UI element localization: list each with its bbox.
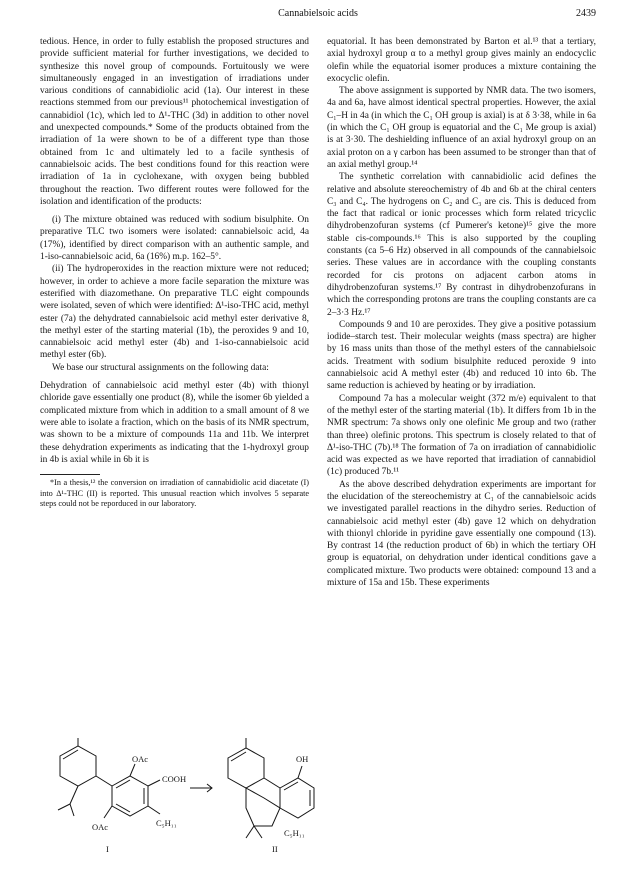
paragraph: Compound 7a has a molecular weight (372 m/e) equivalent to that of the methyl ester of the starting material (1b). It differs from 1b in the NMR spectrum: 7a shows only one olefinic Me group and two (rather than three) olefinic protons. This spectrum is closely related to that of Δ¹-iso-THC (7b).¹⁸ The formation of 7a on irradiation of cannabidiolic acid was expected as we have reported that irradiation of cannabidiol (1c) produced 7b.¹¹ [327,393,596,478]
pyran-ring [246,788,280,826]
cyclohexene-ring [60,746,96,786]
aromatic-ring [280,778,314,818]
paragraph: Dehydration of cannabielsoic acid methyl ester (4b) with thionyl chloride gave essentially one product (8), while the isomer 6b yielded a complicated mixture from which in addition to a small amount of 8 we were able to isolate a fraction, which on the basis of its NMR spectrum, was shown to be a mixture of compounds 11a and 11b. We interpret these dehydration experiments as indicating that the 1-hydroxyl group in 4b is axial while in 6b it is [40,381,309,465]
running-header [40,8,596,22]
footnote: *In a thesis,¹² the conversion on irradiation of cannabidiolic acid diacetate (I) into Δ¹-THC (II) is reported. This unusual reaction which involves 5 separate steps could not be reporduced in our laboratory. [40,478,309,509]
paragraph: (i) The mixture obtained was reduced with sodium bisulphite. On preparative TLC two isomers were isolated: cannabielsoic acid, 4a (17%), identified by direct comparison with an authentic sample, and 1-iso-cannabielsoic acid, 6a (16%) m.p. 162–5°. [40,215,309,263]
structure-label: OAc [132,754,149,764]
structure-label: C₅H₁₁ [284,828,305,838]
footnote-divider [40,474,100,475]
paragraph: The synthetic correlation with cannabidiolic acid defines the relative and absolute stereochemistry of 4b and 6b at the chiral centers C₃ and C₄. The hydrogens on C₂ and C₃ are cis. This is deduced from the fact that radical or ionic processes which form related tricyclic dihydrobenzofuran systems (cf Pumerer's ketone)¹⁵ give the more stable cis-compounds.¹⁶ This is also supported by the coupling constants (ca 5–6 Hz) observed in all compounds of the cannabielsoic series. These values are in accordance with the coupling constants recorded for cis protons on adjacent carbon atoms in dihydrobenzofuran systems.¹⁷ By contrast in dihydrobenzofurans in which the corresponding protons are trans the coupling constants are ca 2–3·3 Hz.¹⁷ [327,172,596,318]
structure-label: OAc [92,822,109,832]
structure-label: C₅H₁₁ [156,818,177,828]
paragraph: tedious. Hence, in order to fully establish the proposed structures and provide sufficient material for further investigations, we decided to synthesize this novel group of compounds. Fortuitously we were simultaneously engaged in an investigation of irradiations under various conditions of cannabidiolic acid (1a). Our interest in these reactions stemmed from our previous¹¹ photochemical investigation of cannabidiol (1c), which led to Δ¹-THC (3d) in addition to other novel and unexpected compounds.* Some of the products obtained from the irradiation of 1a were shown to be of a different type than those obtained from 1c and ultimately led to a facile synthesis of cannabielsoic acids. The best conditions found for this reaction were irradiation of 1a in cyclohexane, with oxygen being bubbled throughout the reaction. Two different routes were followed for the isolation and identification of the products: [40,37,309,207]
paragraph: equatorial. It has been demonstrated by Barton et al.¹³ that a tertiary, axial hydroxyl group α to a methyl group gives mainly an endocyclic olefin while the equatorial isomer produces a mixture containing the exocyclic olefin. [327,37,596,84]
structure-label: OH [296,754,309,764]
structure-label: COOH [162,774,187,784]
paragraph: The above assignment is supported by NMR data. The two isomers, 4a and 6a, have almost identical spectral properties. However, the axial C₁–H in 4a (in which the C₁ OH group is axial) is at δ 3·38, while in 6a (in which the C₁ OH group is equatorial and the C₁ Me group is axial) is at 3·30. The deshielding influence of an axial hydroxyl group on an axial proton on a γ carbon has been assumed to be stronger than that of an axial methyl group.¹⁴ [327,86,596,170]
page-number: 2439 [576,8,596,19]
paragraph: We base our structural assignments on the following data: [52,362,269,373]
aromatic-ring [112,776,148,816]
running-title: Cannabielsoic acids [278,8,358,19]
left-column [40,36,309,510]
right-column [327,36,596,589]
cyclohexene-ring [228,748,264,788]
paragraph: Compounds 9 and 10 are peroxides. They give a positive potassium iodide–starch test. Their molecular weights (mass spectra) are higher by 16 mass units than those of the methyl esters of the cannabielsoic acids. Treatment with sodium bisulphite reduced peroxide 9 into cannabielsoic acid A methyl ester (4b) and reduced 10 into 6b. The same reduction is achieved by heating or by irradiation. [327,319,596,392]
structure-caption: I [106,844,109,854]
structure-caption: II [272,844,278,854]
structure-drawing [40,738,320,888]
paragraph: (ii) The hydroperoxides in the reaction mixture were not reduced; however, in order to achieve a more facile separation the mixture was esterified with diazomethane. On preparative TLC eight compounds were isolated, seven of which were identified: Δ¹-iso-THC acid, methyl ester (7a) the dehydrated cannabielsoic acid methyl ester derivative 8, the methyl ester of the starting material (1b), the peroxides 9 and 10, cannabielsoic acid methyl ester (4b) and 1-iso-cannabielsoic acid methyl ester (6b). [40,264,309,361]
paragraph: As the above described dehydration experiments are important for the elucidation of the stereochemistry at C₁ of the cannabielsoic acids we investigated parallel reactions in the dihydro series. Reduction of cannabielsoic acid methyl ester (4b) gave 12 which on dehydration with thionyl chloride in pyridine gave essentially one compound (13). By contrast 14 (the reduction product of 6b) in which the tertiary OH group is equatorial, on dehydration under identical conditions gave a complicated mixture. Two products were obtained: compound 13 and a mixture of 15a and 15b. These experiments [327,479,596,589]
chemical-structures [40,738,320,888]
